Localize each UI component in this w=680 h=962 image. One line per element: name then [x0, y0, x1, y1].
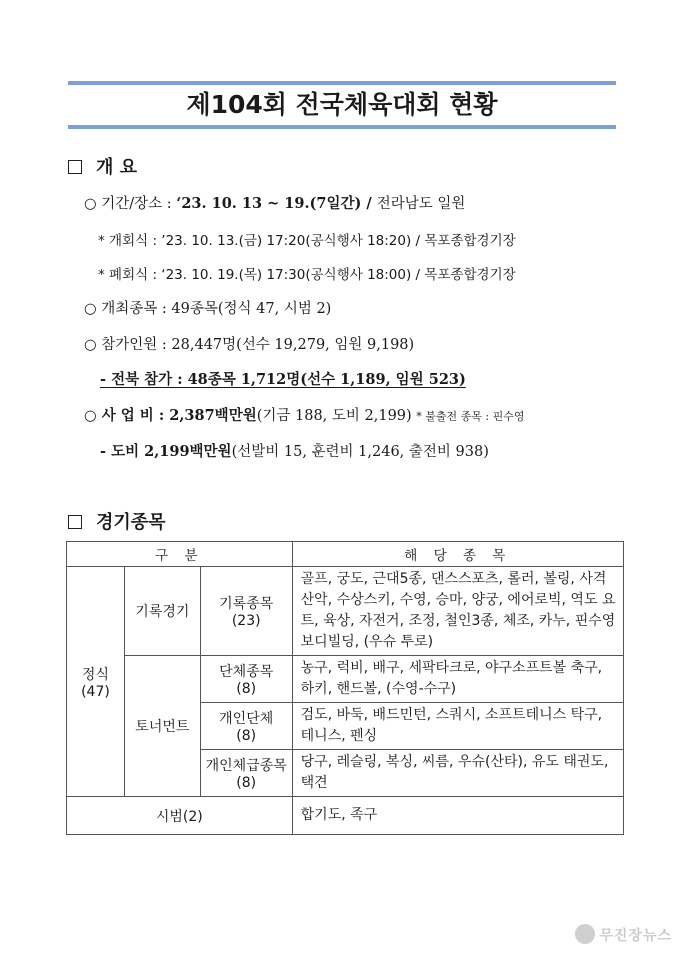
- official-count: (47): [81, 683, 110, 700]
- provincial-label: - 도비: [100, 443, 145, 460]
- page-title: 제104회 전국체육대회 현황: [186, 90, 498, 119]
- weight-type: 개인체급종목: [205, 758, 287, 774]
- title-rule-top: [68, 81, 616, 85]
- participants-value: 28,447명: [171, 337, 237, 353]
- participants-line: [84, 333, 414, 354]
- demo-items-cell: 합기도, 족구: [292, 797, 623, 835]
- period-label: ○ 기간/장소 :: [84, 196, 177, 212]
- budget-line: [84, 404, 525, 425]
- demo-label-cell: 시범(2): [67, 797, 293, 835]
- events-table: [66, 541, 624, 835]
- weight-items-cell: 당구, 레슬링, 복싱, 씨름, 우슈(산타), 유도 태권도, 택견: [292, 750, 623, 797]
- team-count: (8): [236, 681, 257, 697]
- record-group-cell: 기록경기: [124, 567, 200, 656]
- jeonbuk-participation-line: - 전북 참가 : 48종목 1,712명(선수 1,189, 임원 523): [100, 371, 466, 388]
- official-category-cell: [67, 567, 125, 797]
- official-label: 정식: [81, 666, 109, 683]
- weight-type-cell: [200, 750, 292, 797]
- header-category: 구 분: [67, 542, 293, 567]
- table-header-row: [67, 542, 624, 567]
- participants-label: ○ 참가인원 :: [84, 337, 172, 353]
- provincial-value: 2,199백만원: [144, 443, 232, 460]
- provincial-budget-line: [100, 440, 489, 461]
- individual-type-cell: [200, 703, 292, 750]
- individual-items-cell: 검도, 바둑, 배드민턴, 스쿼시, 소프트테니스 탁구, 테니스, 펜싱: [292, 703, 623, 750]
- tournament-group-cell: 토너먼트: [124, 656, 200, 797]
- record-type: 기록종목: [219, 596, 274, 612]
- events-detail: (정식 47, 시범 2): [217, 301, 332, 317]
- opening-ceremony-line: * 개회식 : ’23. 10. 13.(금) 17:20(공식행사 18:20) / 목포종합경기장: [98, 233, 516, 249]
- square-bullet-icon: [68, 160, 82, 174]
- section-overview-title: 개 요: [96, 157, 138, 178]
- record-type-cell: [200, 567, 292, 656]
- watermark: [575, 922, 672, 950]
- events-label: ○ 개최종목 :: [84, 301, 172, 317]
- square-bullet-icon: [68, 515, 82, 529]
- weight-count: (8): [236, 775, 257, 791]
- budget-detail: (기금 188, 도비 2,199): [256, 408, 412, 424]
- mountain-logo-icon: [575, 924, 595, 944]
- participants-detail: (선수 19,279, 임원 9,198): [236, 337, 415, 353]
- budget-label: ○ 사 업 비 :: [84, 407, 170, 424]
- table-row: [67, 567, 624, 656]
- title-rule-bottom: [68, 125, 616, 129]
- record-items-cell: 골프, 궁도, 근대5종, 댄스스포츠, 롤러, 볼링, 사격 산악, 수상스키, 수영, 승마, 양궁, 에어로빅, 역도 요트, 육상, 자전거, 조정, 철인3종, 체조, 카누, 핀수영 보디빌딩, (우슈 투로): [292, 567, 623, 656]
- table-row: [67, 656, 624, 703]
- team-items-cell: 농구, 럭비, 배구, 세팍타크로, 야구소프트볼 축구, 하키, 핸드볼, (수영-수구): [292, 656, 623, 703]
- team-type-cell: [200, 656, 292, 703]
- table-row: [67, 797, 624, 835]
- header-events: 해 당 종 목: [292, 542, 623, 567]
- individual-type: 개인단체: [219, 711, 274, 727]
- period-separator: /: [361, 195, 377, 212]
- section-events-title: 경기종목: [96, 512, 166, 533]
- watermark-text: 무진장뉴스: [599, 928, 672, 944]
- period-value: ‘23. 10. 13 ~ 19.(7일간): [176, 195, 362, 212]
- period-place: 전라남도 일원: [376, 196, 466, 212]
- team-type: 단체종목: [219, 664, 274, 680]
- individual-count: (8): [236, 728, 257, 744]
- closing-ceremony-line: * 폐회식 : ‘23. 10. 19.(목) 17:30(공식행사 18:00) / 목포종합경기장: [98, 267, 516, 283]
- section-events-heading: [68, 508, 166, 534]
- period-line: [84, 192, 465, 213]
- provincial-detail: (선발비 15, 훈련비 1,246, 출전비 938): [231, 444, 489, 460]
- budget-value: 2,387백만원: [169, 407, 257, 424]
- events-value: 49종목: [171, 301, 218, 317]
- events-line: [84, 297, 331, 318]
- record-count: (23): [231, 613, 261, 629]
- section-overview-heading: [68, 153, 137, 179]
- budget-note: * 불출전 종목 : 핀수영: [416, 410, 525, 423]
